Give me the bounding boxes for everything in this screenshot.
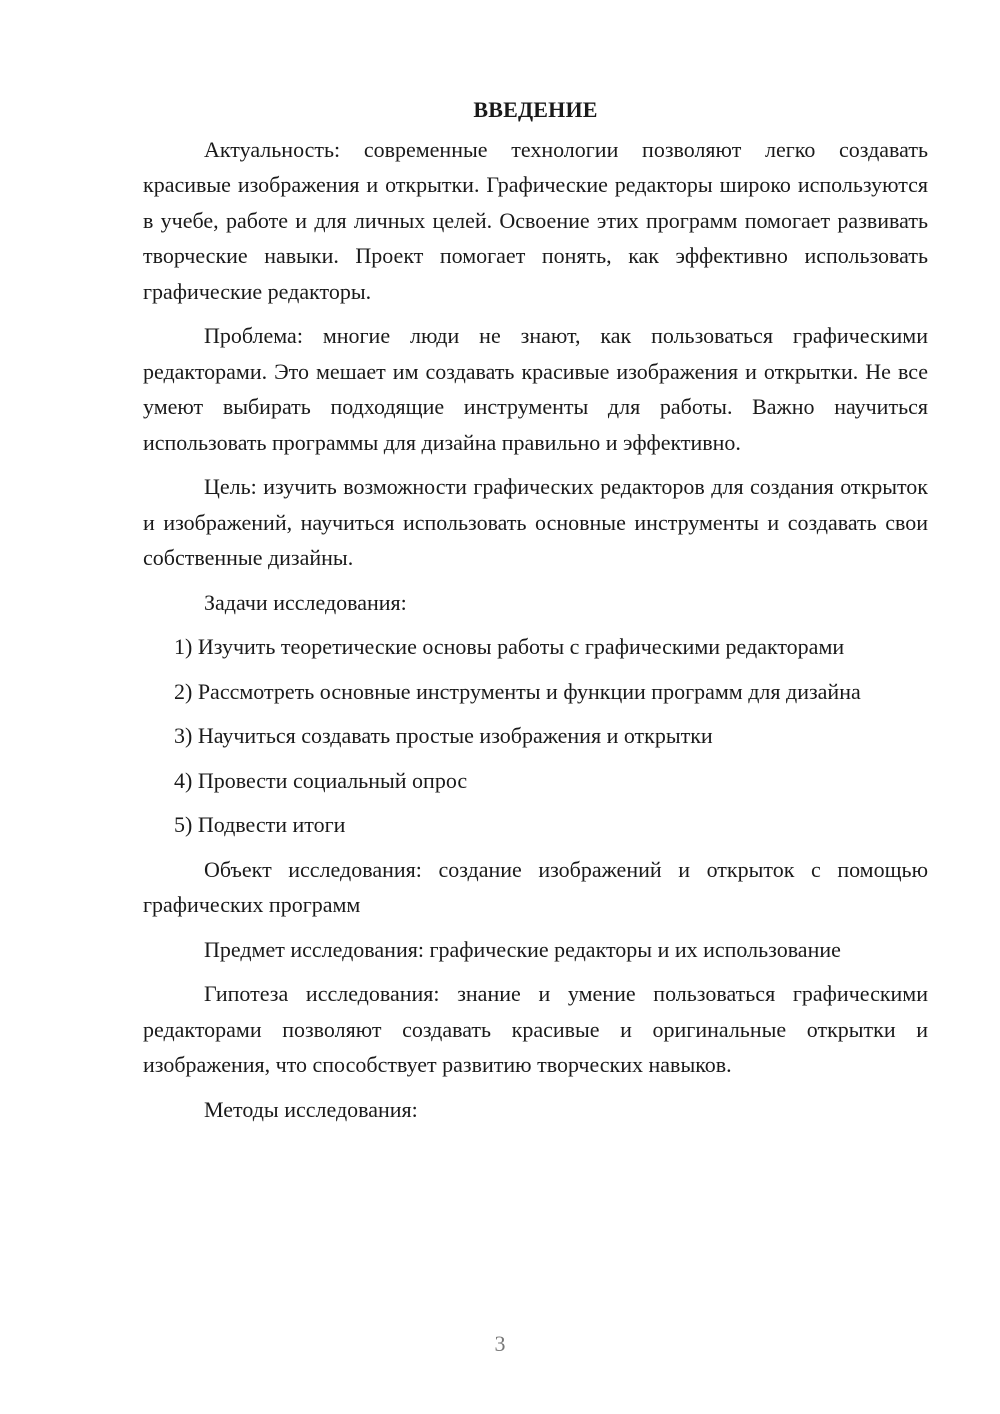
paragraph-relevance: Актуальность: современные технологии позволяют легко создавать красивые изображения и открытки. Графические редакторы широко используются в учебе, работе и для личных целей. Освоение этих программ помогает развивать творческие навыки. Проект помогает понять, как эффективно использовать графические редакторы.	[143, 136, 928, 304]
paragraph-methods: Методы исследования:	[204, 1096, 418, 1122]
task-item-1: 1) Изучить теоретические основы работы с графическими редакторами	[174, 634, 845, 659]
task-item-4: 4) Провести социальный опрос	[174, 767, 468, 793]
task-item-2: 2) Рассмотреть основные инструменты и функции программ для дизайна	[174, 678, 861, 704]
paragraph-hypothesis: Гипотеза исследования: знание и умение пользоваться графическими редакторами позволяют создавать красивые и оригинальные открытки и изображения, что способствует развитию творческих навыков.	[143, 981, 928, 1077]
paragraph-subject: Предмет исследования: графические редакторы и их использование	[204, 936, 841, 962]
paragraph-problem: Проблема: многие люди не знают, как пользоваться графическими редакторами. Это мешает им создавать красивые изображения и открытки. Не все умеют выбирать подходящие инструменты для работы. Важно научиться использовать программы для дизайна правильно и эффективно.	[143, 323, 928, 455]
section-title: ВВЕДЕНИЕ	[473, 97, 598, 122]
task-item-5: 5) Подвести итоги	[174, 812, 346, 837]
paragraph-tasks-heading: Задачи исследования:	[204, 589, 407, 615]
page-number: 3	[494, 1331, 506, 1356]
task-item-3: 3) Научиться создавать простые изображения и открытки	[174, 723, 713, 748]
page-content	[143, 92, 928, 1136]
paragraph-goal: Цель: изучить возможности графических редакторов для создания открыток и изображений, научиться использовать основные инструменты и создавать свои собственные дизайны.	[143, 474, 928, 570]
paragraph-object: Объект исследования: создание изображений и открыток с помощью графических программ	[143, 856, 928, 917]
